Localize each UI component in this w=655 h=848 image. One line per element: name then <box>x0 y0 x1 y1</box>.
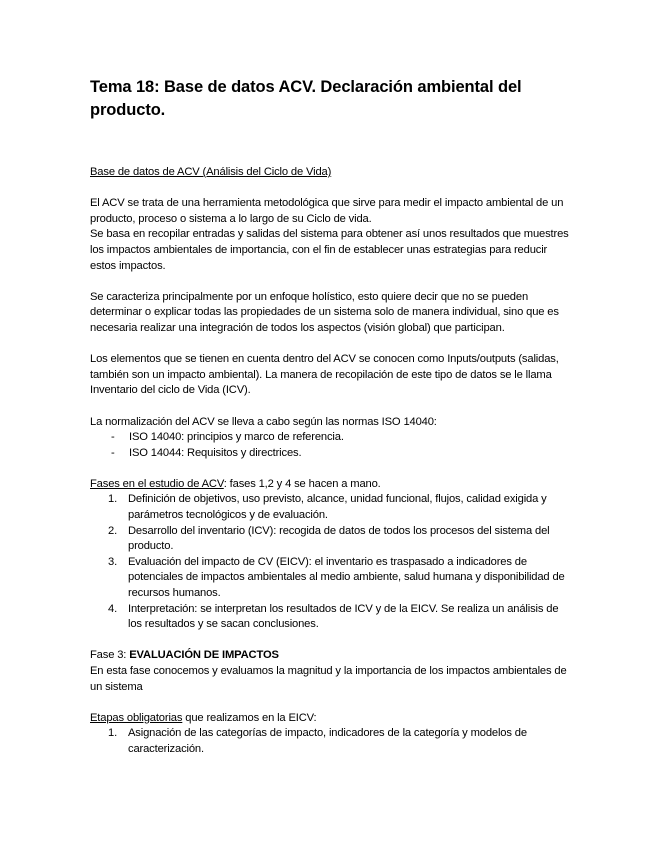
list-item: - ISO 14044: Requisitos y directrices. <box>111 446 570 462</box>
list-item: 1. Asignación de las categorías de impacto, indicadores de la categoría y modelos de caracterización. <box>108 727 527 755</box>
list-item: 1. Definición de objetivos, uso previsto, alcance, unidad funcional, flujos, calidad exigida y parámetros tecnológicos y de evaluación. <box>108 493 547 522</box>
paragraph-inputs-outputs: Los elementos que se tienen en cuenta dentro del ACV se conocen como Inputs/outputs (salidas, también son un impacto ambiental). La manera de recopilación de este tipo de datos se le llama Inventario del ciclo de Vida (ICV). <box>90 353 559 397</box>
paragraph-acv-basis: Se basa en recopilar entradas y salidas del sistema para obtener así unos resultados que muestres los impactos ambientales de importancia, con el fin de establecer unas estrategias para reducir estos impactos. <box>90 228 569 272</box>
phases-intro <box>90 477 570 493</box>
stages-list <box>90 726 570 757</box>
phase3-title: EVALUACIÓN DE IMPACTOS <box>129 649 279 662</box>
phase3-heading: Fase 3: EVALUACIÓN DE IMPACTOS <box>90 649 279 662</box>
stages-note: que realizamos en la EICV: <box>182 711 317 724</box>
paragraph-holistic: Se caracteriza principalmente por un enfoque holístico, esto quiere decir que no se pueden determinar o explicar todas las propiedades de un sistema solo de manera individual, sino que es necesaria realizar una integración de todos los aspectos (visión global) que participan. <box>90 290 559 334</box>
stages-intro <box>90 711 570 727</box>
list-item: 4. Interpretación: se interpretan los resultados de ICV y de la EICV. Se realiza un análisis de los resultados y se sacan conclusiones. <box>108 602 559 631</box>
list-item: 3. Evaluación del impacto de CV (EICV): el inventario es traspasado a indicadores de potenciales de impactos ambientales al medio ambiente, salud humana y disponibilidad de recursos humanos. <box>108 555 565 600</box>
paragraph-acv-definition: El ACV se trata de una herramienta metodológica que sirve para medir el impacto ambiental de un producto, proceso o sistema a lo largo de su Ciclo de vida. <box>90 197 564 225</box>
section-heading-acv: Base de datos de ACV (Análisis del Ciclo de Vida) <box>90 166 332 178</box>
document-page <box>90 76 570 758</box>
stages-label: Etapas obligatorias <box>90 711 183 724</box>
phases-list <box>90 492 570 632</box>
phases-label: Fases en el estudio de ACV <box>90 477 224 490</box>
phases-note: : fases 1,2 y 4 se hacen a mano. <box>223 477 381 490</box>
list-item: - ISO 14040: principios y marco de referencia. <box>111 430 570 446</box>
norms-list <box>90 430 570 461</box>
document-body <box>90 165 570 758</box>
list-item: 2. Desarrollo del inventario (ICV): recogida de datos de todos los procesos del sistema del producto. <box>108 524 550 553</box>
paragraph-normalization: La normalización del ACV se lleva a cabo según las normas ISO 14040: <box>90 415 437 428</box>
page-title: Tema 18: Base de datos ACV. Declaración ambiental del producto. <box>90 78 522 119</box>
phase3-description: En esta fase conocemos y evaluamos la magnitud y la importancia de los impactos ambientales de un sistema <box>90 665 567 693</box>
